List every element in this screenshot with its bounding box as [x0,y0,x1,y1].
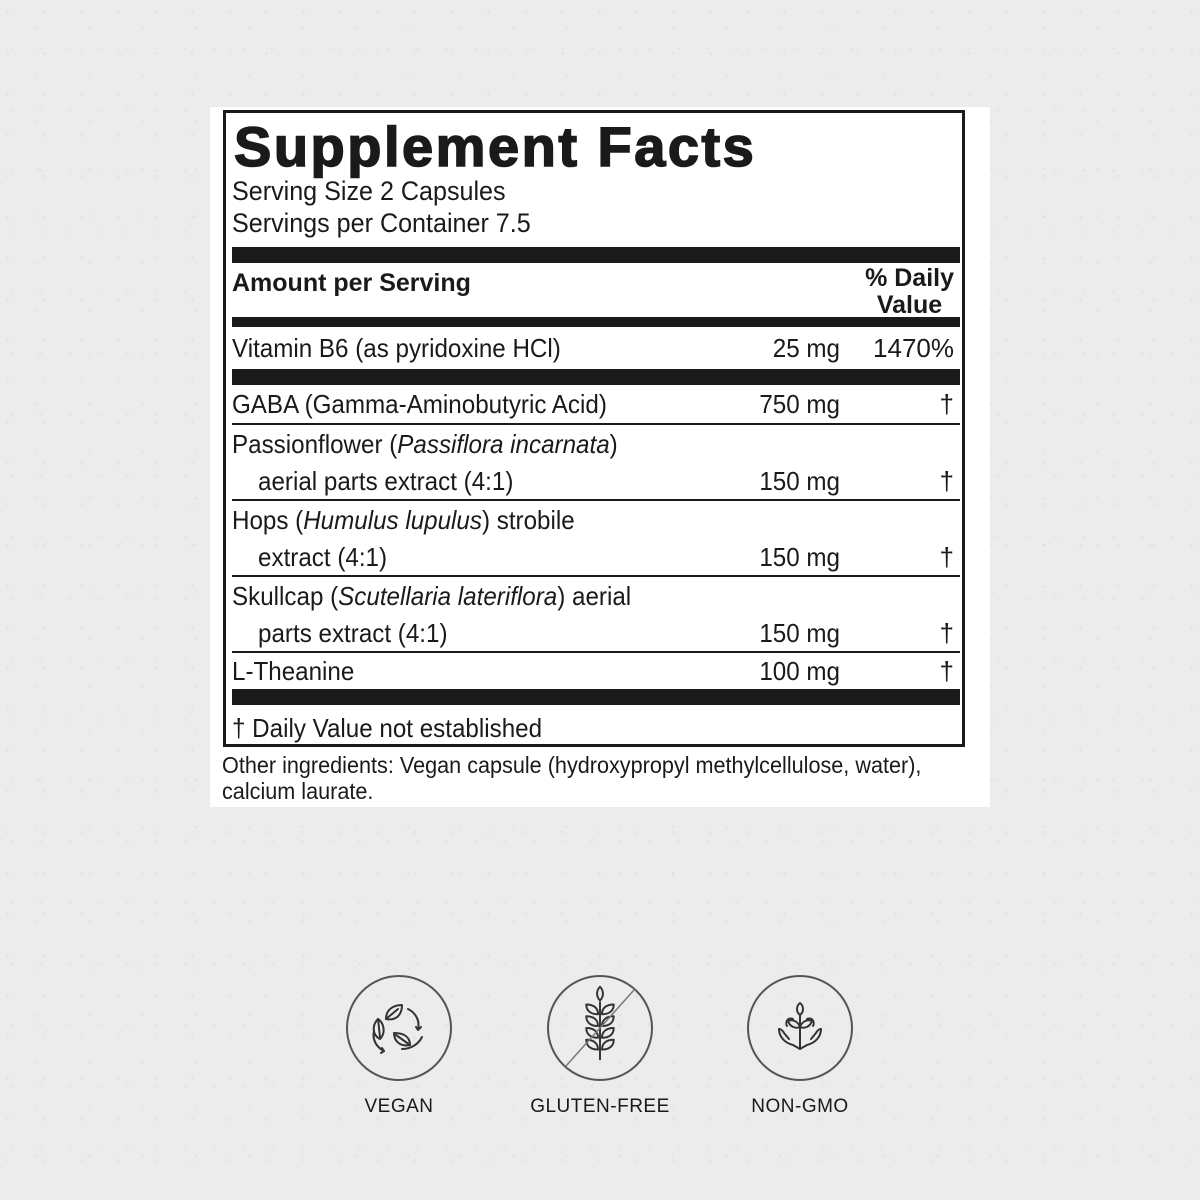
nutrient-dv: 1470% [873,332,954,363]
footnote: † Daily Value not established [232,713,543,743]
nutrient-amount: 25 mg [772,332,840,363]
nutrient-row [232,577,962,651]
divider-thick [232,689,960,705]
nutrient-dv: † [939,542,954,572]
label-title: Supplement Facts [234,115,757,178]
vegan-label: VEGAN [364,1096,434,1117]
supplement-facts-label [223,110,965,747]
nutrient-amount: 150 mg [759,542,840,572]
nutrient-amount: 750 mg [759,388,840,419]
nutrient-name: Vitamin B6 (as pyridoxine HCl) [232,332,561,363]
nutrient-amount: 150 mg [759,618,840,648]
divider-thick [232,247,960,263]
servings-per-container: Servings per Container 7.5 [232,208,531,238]
vegan-badge [346,975,452,1081]
nutrient-dv: † [939,655,954,686]
daily-value-header: % Daily Value [865,264,954,319]
nutrient-amount: 150 mg [759,466,840,496]
amount-per-serving-header: Amount per Serving [232,269,471,297]
sprout-hands-icon [765,993,835,1063]
nutrient-dv: † [939,388,954,419]
nutrient-name: L-Theanine [232,655,355,686]
nutrient-row [232,501,962,575]
nutrient-row [232,327,962,369]
nutrient-row [232,653,962,689]
amount-header-row [232,263,962,317]
nutrient-name: Hops (Humulus lupulus) strobile extract (4:1) [232,505,575,572]
other-ingredients: Other ingredients: Vegan capsule (hydroxypropyl methylcellulose, water), calcium laurate. [222,752,922,804]
divider-thick [232,369,960,385]
supplement-facts-panel [210,107,990,807]
nutrient-row [232,385,962,423]
non-gmo-label: NON-GMO [751,1096,849,1117]
nutrient-row [232,425,962,499]
nutrient-name: Skullcap (Scutellaria lateriflora) aerial parts extract (4:1) [232,581,632,648]
nutrient-dv: † [939,618,954,648]
nutrient-dv: † [939,466,954,496]
divider-medium [232,317,960,327]
non-gmo-badge [747,975,853,1081]
wheat-crossed-icon [549,976,651,1080]
gluten-free-label: GLUTEN-FREE [530,1096,670,1117]
nutrient-name: Passionflower (Passiflora incarnata) aerial parts extract (4:1) [232,429,618,496]
nutrient-name: GABA (Gamma-Aminobutyric Acid) [232,388,607,419]
gluten-free-badge [547,975,653,1081]
serving-size: Serving Size 2 Capsules [232,176,506,206]
leaf-cycle-icon [364,993,434,1063]
nutrient-amount: 100 mg [759,655,840,686]
